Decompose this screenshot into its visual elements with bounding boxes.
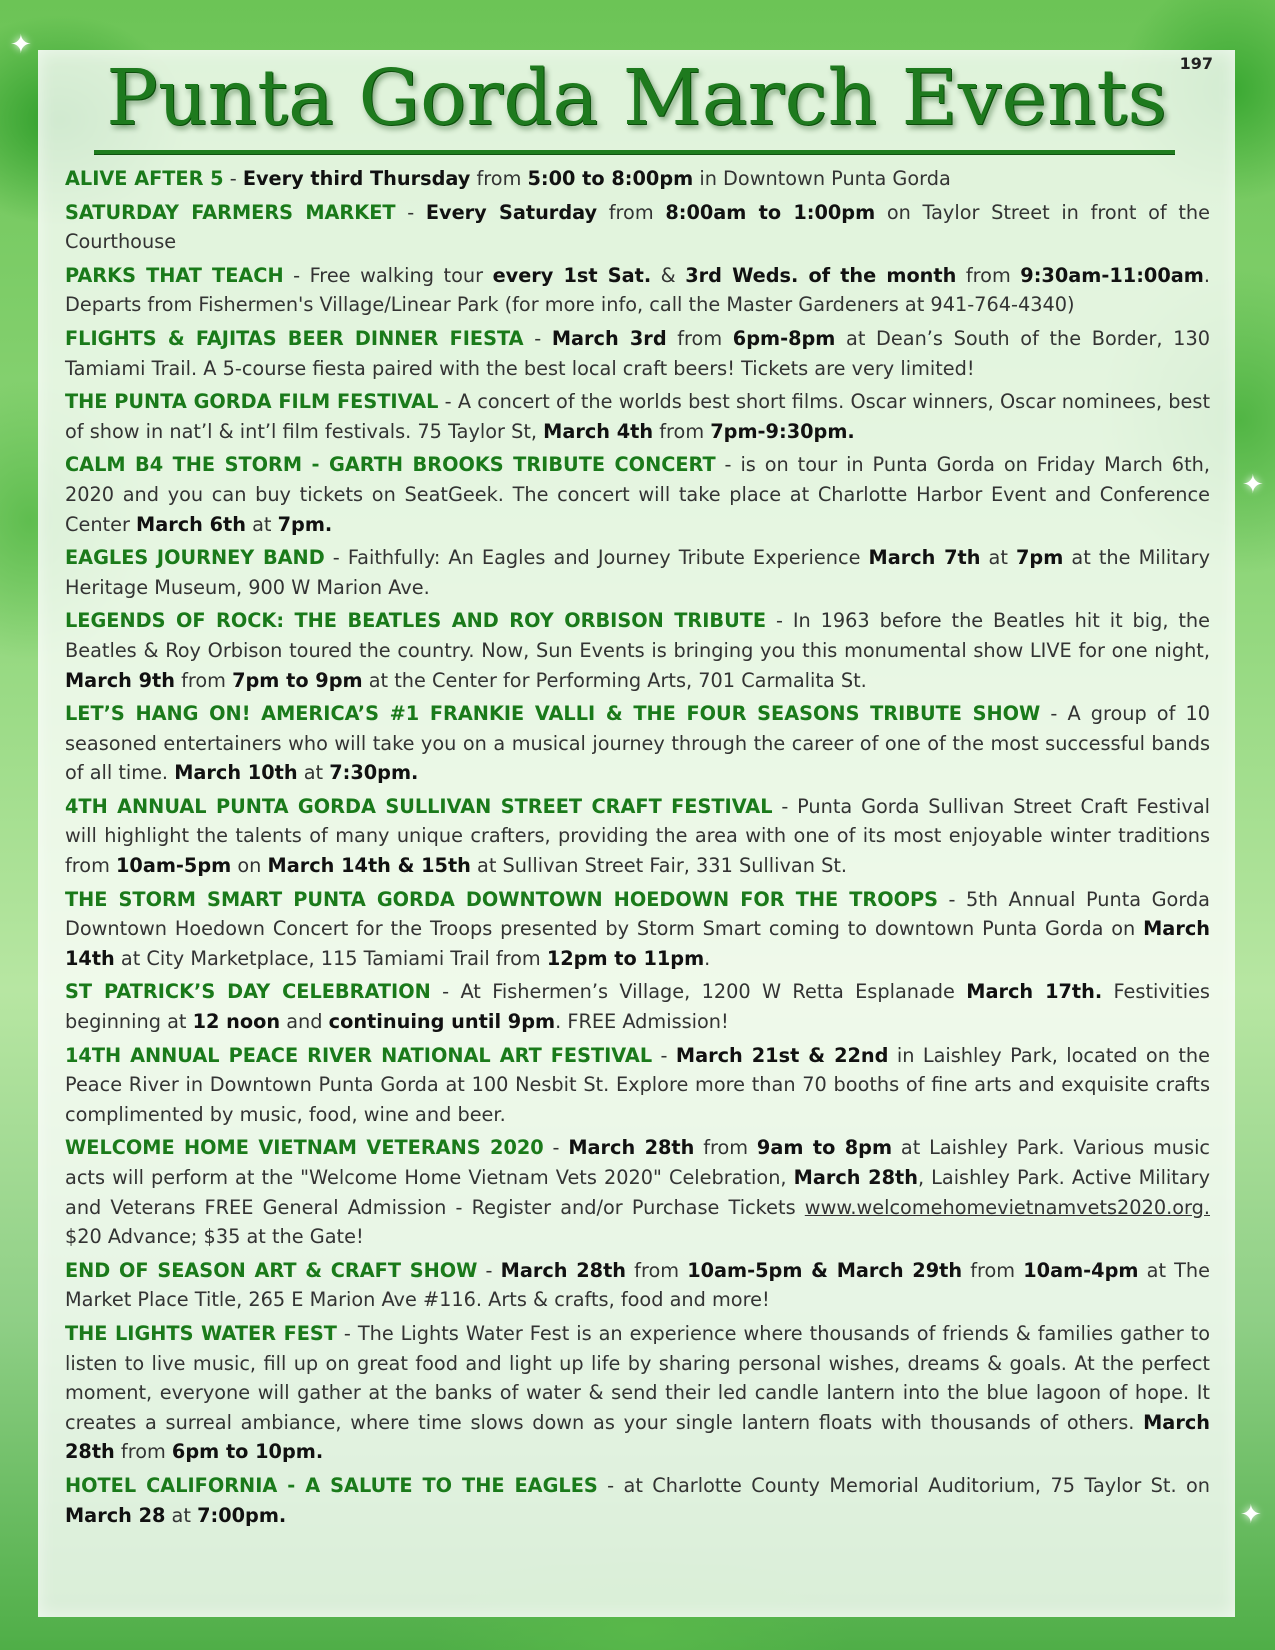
event-highlight: March 17th. bbox=[966, 980, 1103, 1004]
event-highlight: 7pm. bbox=[277, 512, 333, 536]
event-item bbox=[65, 1041, 1210, 1130]
title-underline bbox=[94, 150, 1175, 155]
event-separator: - bbox=[766, 609, 793, 633]
event-highlight: 12pm to 11pm bbox=[546, 946, 705, 970]
event-text: Punta Gorda Sullivan Street Craft Festival will highlight the talents of many unique crafters, providing the area with one of its most enjoyable winter traditions from bbox=[65, 794, 1210, 878]
event-text: from bbox=[956, 263, 1021, 287]
event-item bbox=[65, 450, 1210, 539]
event-highlight: continuing until 9pm bbox=[328, 1010, 556, 1034]
event-title: PARKS THAT TEACH bbox=[65, 263, 284, 287]
event-separator: - bbox=[715, 453, 741, 477]
event-item bbox=[65, 387, 1210, 446]
event-item bbox=[65, 885, 1210, 974]
event-text: at Sullivan Street Fair, 331 Sullivan St. bbox=[470, 854, 848, 878]
event-title: LET’S HANG ON! AMERICA’S #1 FRANKIE VALLI & THE FOUR SEASONS TRIBUTE SHOW bbox=[65, 702, 1041, 726]
event-text: at bbox=[297, 761, 330, 785]
event-text: at bbox=[980, 546, 1016, 570]
event-text: from bbox=[114, 1440, 172, 1464]
event-highlight: March 28th bbox=[793, 1166, 918, 1189]
event-highlight: 10am-5pm & March 29th bbox=[687, 1258, 963, 1282]
event-title: ALIVE AFTER 5 bbox=[65, 167, 224, 190]
event-highlight: 8:00am to 1:00pm bbox=[665, 200, 876, 224]
event-text: A concert of the worlds best short films. Oscar winners, Oscar nominees, best of show in nat’l & int’l film festivals. 75 Taylor St, bbox=[65, 390, 1211, 443]
event-text: on bbox=[231, 854, 268, 878]
event-highlight: 7pm-9:30pm. bbox=[710, 419, 855, 443]
content-panel bbox=[38, 50, 1235, 1617]
event-title: END OF SEASON ART & CRAFT SHOW bbox=[65, 1258, 478, 1282]
page-title: Punta Gorda March Events bbox=[106, 54, 1167, 143]
event-title: CALM B4 THE STORM - GARTH BROOKS TRIBUTE CONCERT bbox=[65, 453, 716, 477]
event-text: from bbox=[626, 1258, 688, 1282]
page-number: 197 bbox=[1179, 54, 1213, 73]
event-text: from bbox=[597, 200, 666, 224]
event-title: EAGLES JOURNEY BAND bbox=[65, 546, 325, 570]
event-separator: - bbox=[324, 546, 348, 570]
event-separator: - bbox=[395, 200, 426, 224]
event-text: Festivities beginning at bbox=[65, 980, 1210, 1034]
event-title: LEGENDS OF ROCK: THE BEATLES AND ROY ORBISON TRIBUTE bbox=[65, 609, 767, 633]
event-text: At Fishermen’s Village, 1200 W Retta Esplanade bbox=[460, 980, 967, 1004]
event-title: SATURDAY FARMERS MARKET bbox=[65, 200, 396, 224]
event-highlight: March 28th bbox=[568, 1136, 695, 1160]
event-highlight: 10am-5pm bbox=[116, 854, 232, 878]
event-separator: - bbox=[938, 887, 966, 911]
event-title: 14TH ANNUAL PEACE RIVER NATIONAL ART FESTIVAL bbox=[65, 1043, 653, 1067]
event-text: at City Marketplace, 115 Tamiami Trail from bbox=[114, 946, 547, 970]
event-text: at Laishley Park. Various music acts will perform at the "Welcome Home Vietnam Vets 2020" Celebration, bbox=[65, 1136, 1211, 1189]
event-highlight: every 1st Sat. bbox=[492, 263, 652, 287]
event-text: . bbox=[704, 946, 711, 970]
event-text: A group of 10 seasoned entertainers who will take you on a musical journey through the career of one of the most successful bands of all time. bbox=[65, 702, 1211, 785]
event-text: is on tour in Punta Gorda on Friday March 6th, 2020 and you can buy tickets on SeatGeek. The concert will take place at Charlotte Harbor Event and Conference Center bbox=[65, 453, 1210, 536]
event-separator: - bbox=[1040, 702, 1068, 726]
event-highlight: Every Saturday bbox=[425, 200, 598, 224]
event-link[interactable]: www.welcomehomevietnamvets2020.org. bbox=[804, 1195, 1210, 1219]
event-text: in Downtown Punta Gorda bbox=[693, 167, 951, 190]
event-text: In 1963 before the Beatles hit it big, the Beatles & Roy Orbison toured the country. Now, Sun Events is bringing you this monumental show LIVE for one night, bbox=[65, 609, 1211, 662]
event-highlight: March 28th bbox=[500, 1258, 627, 1282]
event-text: from bbox=[653, 419, 711, 443]
event-highlight: March 21st & 22nd bbox=[675, 1043, 889, 1067]
events-list bbox=[65, 164, 1210, 1534]
event-text: . Departs from Fishermen's Village/Linear Park (for more info, call the Master Gardeners at 941-764-4340) bbox=[65, 263, 1210, 317]
event-item bbox=[65, 1471, 1210, 1530]
event-text: from bbox=[694, 1136, 757, 1160]
event-item bbox=[65, 792, 1210, 881]
event-separator: - bbox=[652, 1043, 676, 1067]
event-highlight: 9am to 8pm bbox=[756, 1136, 893, 1160]
event-title: 4TH ANNUAL PUNTA GORDA SULLIVAN STREET CRAFT FESTIVAL bbox=[65, 794, 773, 818]
event-title: THE STORM SMART PUNTA GORDA DOWNTOWN HOEDOWN FOR THE TROOPS bbox=[65, 887, 939, 911]
event-title: ST PATRICK’S DAY CELEBRATION bbox=[65, 980, 431, 1004]
event-title: THE LIGHTS WATER FEST bbox=[65, 1321, 337, 1345]
event-text: on Taylor Street in front of the Courthouse bbox=[65, 200, 1210, 254]
event-text: at the Military Heritage Museum, 900 W Marion Ave. bbox=[65, 546, 1211, 599]
event-highlight: 7:30pm. bbox=[329, 761, 419, 785]
event-highlight: March 3rd bbox=[551, 326, 667, 350]
sparkle-decoration: ✦ bbox=[10, 30, 32, 60]
event-text: from bbox=[962, 1258, 1024, 1282]
event-highlight: March 7th bbox=[868, 546, 981, 570]
event-separator: - bbox=[336, 1321, 358, 1345]
event-item bbox=[65, 1133, 1210, 1251]
event-text: Free walking tour bbox=[309, 263, 493, 287]
event-highlight: 12 noon bbox=[192, 1010, 281, 1034]
event-highlight: 7pm to 9pm bbox=[232, 668, 363, 692]
event-highlight: 5:00 to 8:00pm bbox=[527, 167, 694, 190]
event-separator: - bbox=[523, 326, 552, 350]
event-text: . FREE Admission! bbox=[555, 1010, 729, 1034]
event-highlight: March 28 bbox=[65, 1503, 166, 1527]
event-highlight: March 4th bbox=[543, 419, 654, 443]
event-item bbox=[65, 543, 1210, 602]
event-text: at Dean’s South of the Border, 130 Tamiami Trail. A 5-course fiesta paired with the best local craft beers! Tickets are very limited! bbox=[65, 326, 1210, 380]
event-text: at bbox=[165, 1503, 198, 1527]
event-text: The Lights Water Fest is an experience where thousands of friends & families gather to listen to live music, fill up on great food and light up life by sharing personal wishes, dreams & goals. At the perfect moment, everyone will gather at the banks of water & send their led candle lantern into the blue lagoon of hope. It creates a surreal ambiance, where time slows down as your single lantern floats with thousands of others. bbox=[65, 1321, 1211, 1434]
event-separator: - bbox=[430, 980, 461, 1004]
event-item bbox=[65, 977, 1210, 1036]
event-text: 5th Annual Punta Gorda Downtown Hoedown Concert for the Troops presented by Storm Smart coming to downtown Punta Gorda on bbox=[65, 887, 1210, 941]
event-item bbox=[65, 699, 1210, 788]
sparkle-decoration: ✦ bbox=[1242, 470, 1264, 500]
event-title: THE PUNTA GORDA FILM FESTIVAL bbox=[65, 390, 439, 414]
event-highlight: 7pm bbox=[1016, 546, 1064, 570]
event-text: at the Center for Performing Arts, 701 Carmalita St. bbox=[362, 668, 867, 692]
event-title: HOTEL CALIFORNIA - A SALUTE TO THE EAGLES bbox=[65, 1473, 598, 1497]
event-item bbox=[65, 1256, 1210, 1315]
event-text: and bbox=[280, 1010, 329, 1034]
event-highlight: 6pm to 10pm. bbox=[171, 1440, 324, 1464]
event-highlight: March 14th & 15th bbox=[267, 854, 471, 878]
event-highlight: Every third Thursday bbox=[242, 167, 471, 190]
event-text: in Laishley Park, located on the Peace River in Downtown Punta Gorda at 100 Nesbit St. Explore more than 70 booths of fine arts and exquisite crafts complimented by music, food, wine and beer. bbox=[65, 1043, 1210, 1126]
event-text: Faithfully: An Eagles and Journey Tribute Experience bbox=[347, 546, 869, 570]
event-item bbox=[65, 324, 1210, 383]
event-text: at Charlotte County Memorial Auditorium, 75 Taylor St. on bbox=[623, 1473, 1211, 1497]
event-text: from bbox=[666, 326, 733, 350]
event-text: $20 Advance; $35 at the Gate! bbox=[65, 1225, 364, 1249]
event-highlight: March 10th bbox=[174, 761, 298, 785]
event-highlight: March 9th bbox=[65, 668, 175, 692]
event-item bbox=[65, 198, 1210, 257]
event-separator: - bbox=[283, 263, 310, 287]
event-text: at bbox=[245, 512, 278, 536]
event-separator: - bbox=[477, 1258, 501, 1282]
event-item bbox=[65, 164, 1210, 194]
event-item bbox=[65, 1319, 1210, 1467]
event-separator: - bbox=[597, 1473, 624, 1497]
event-highlight: 10am-4pm bbox=[1023, 1258, 1139, 1282]
event-separator: - bbox=[543, 1136, 569, 1160]
event-separator: - bbox=[772, 794, 798, 818]
event-text: at The Market Place Title, 265 E Marion Ave #116. Arts & crafts, food and more! bbox=[65, 1258, 1211, 1312]
event-item bbox=[65, 606, 1210, 695]
event-highlight: March 6th bbox=[136, 512, 246, 536]
event-text: & bbox=[651, 263, 686, 287]
event-highlight: 9:30am-11:00am bbox=[1020, 263, 1204, 287]
event-highlight: March 14th bbox=[65, 917, 1210, 970]
event-highlight: 7:00pm. bbox=[197, 1503, 287, 1527]
event-text: , Laishley Park. Active Military and Veterans FREE General Admission - Register and/or Purchase Tickets bbox=[65, 1166, 1210, 1219]
event-highlight: 3rd Weds. of the month bbox=[685, 263, 957, 287]
event-highlight: March 28th bbox=[65, 1410, 1210, 1464]
sparkle-decoration: ✦ bbox=[1240, 1500, 1262, 1530]
event-separator: - bbox=[223, 167, 243, 190]
event-title: WELCOME HOME VIETNAM VETERANS 2020 bbox=[65, 1136, 544, 1160]
event-highlight: 6pm-8pm bbox=[732, 326, 836, 350]
event-text: from bbox=[470, 167, 528, 190]
event-separator: - bbox=[438, 390, 458, 414]
event-text: from bbox=[174, 668, 233, 692]
event-title: FLIGHTS & FAJITAS BEER DINNER FIESTA bbox=[65, 326, 524, 350]
event-item bbox=[65, 261, 1210, 320]
